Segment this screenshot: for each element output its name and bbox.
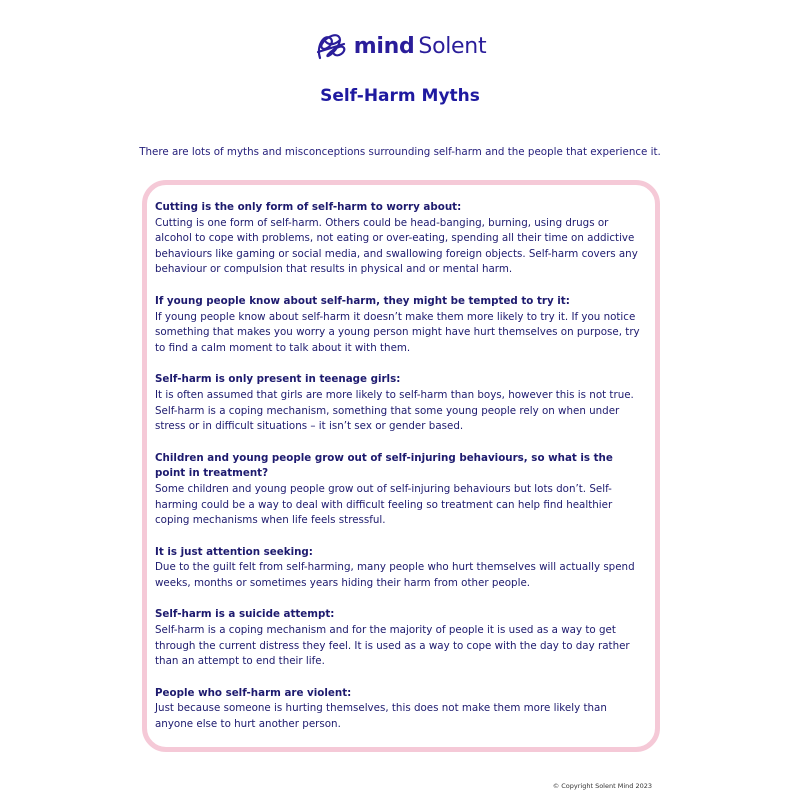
logo-wordmark	[354, 34, 487, 59]
myth-answer: Some children and young people grow out of self-injuring behaviours but lots don’t. Self-harming could be a way to deal with difficult feeling so treatment can help find healthier coping mechanisms when life feels stressful.	[155, 482, 613, 527]
myth-question: Self-harm is only present in teenage girls:	[155, 373, 401, 386]
page-title: Self-Harm Myths	[320, 86, 480, 106]
intro-text: There are lots of myths and misconceptions surrounding self-harm and the people that experience it.	[139, 146, 661, 158]
myth-answer: Cutting is one form of self-harm. Others could be head-banging, burning, using drugs or alcohol to cope with problems, not eating or over-eating, spending all their time on addictive behaviours like gaming or social media, and swallowing foreign objects. Self-harm covers any behaviour or compulsion that results in physical and or mental harm.	[155, 216, 638, 276]
myth-question: If young people know about self-harm, they might be tempted to try it:	[155, 294, 570, 307]
myth-item	[155, 294, 643, 356]
myth-item	[155, 545, 643, 592]
myth-question: Cutting is the only form of self-harm to worry about:	[155, 201, 462, 213]
myth-answer: Just because someone is hurting themselves, this does not make them more likely than anyone else to hurt another person.	[155, 702, 607, 731]
myth-item	[155, 686, 643, 733]
myth-question: Self-harm is a suicide attempt:	[155, 608, 335, 621]
myth-question: People who self-harm are violent:	[155, 686, 352, 699]
myth-item	[155, 451, 643, 529]
myth-question: Children and young people grow out of self-injuring behaviours, so what is the point in treatment?	[155, 451, 613, 480]
myth-item	[155, 372, 643, 434]
myth-item	[155, 200, 643, 278]
myth-answer: It is often assumed that girls are more likely to self-harm than boys, however this is not true. Self-harm is a coping mechanism, something that some young people rely on when under stress or in difficult situations – it isn’t sex or gender based.	[155, 388, 634, 433]
myth-item	[155, 607, 643, 669]
myths-card	[142, 180, 660, 752]
logo-solent-text: Solent	[418, 33, 487, 59]
copyright-text: © Copyright Solent Mind 2023	[552, 782, 652, 790]
myth-answer: Self-harm is a coping mechanism and for the majority of people it is used as a way to get through the current distress they feel. It is used as a way to cope with the day to day rather than an attempt to end their life.	[155, 624, 630, 668]
myth-question: It is just attention seeking:	[155, 545, 313, 558]
logo-mind-text: mind	[353, 33, 415, 59]
myth-answer: If young people know about self-harm it doesn’t make them more likely to try it. If you notice something that makes you worry a young person might have hurt themselves on purpose, try to find a calm moment to talk about it with them.	[155, 310, 640, 354]
mind-solent-logo	[0, 28, 800, 64]
myth-answer: Due to the guilt felt from self-harming, many people who hurt themselves will actually spend weeks, months or sometimes years hiding their harm from other people.	[155, 561, 635, 589]
mind-scribble-icon	[314, 28, 348, 64]
